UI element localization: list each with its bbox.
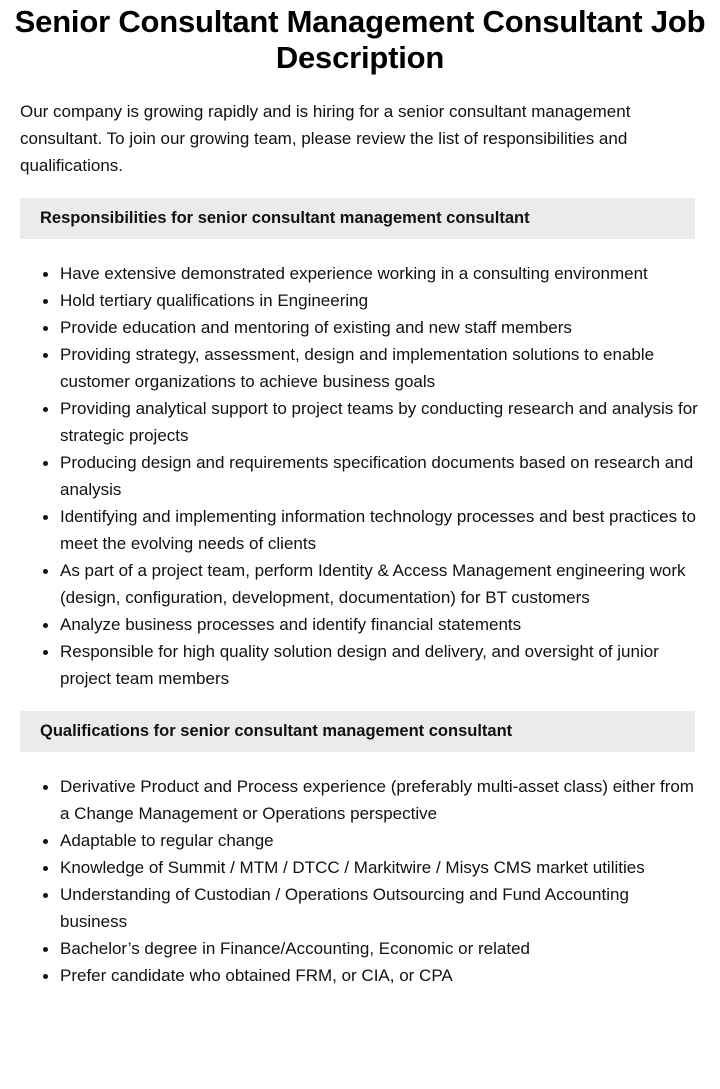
list-item: Providing strategy, assessment, design and implementation solutions to enable customer organizations to achieve business goals <box>60 341 700 395</box>
list-item: Prefer candidate who obtained FRM, or CIA, or CPA <box>60 962 700 989</box>
list-item: Responsible for high quality solution design and delivery, and oversight of junior project team members <box>60 638 700 692</box>
list-item: Analyze business processes and identify financial statements <box>60 611 700 638</box>
list-item: Have extensive demonstrated experience working in a consulting environment <box>60 260 700 287</box>
list-item: Understanding of Custodian / Operations Outsourcing and Fund Accounting business <box>60 881 700 935</box>
responsibilities-section-header <box>20 198 695 239</box>
list-item: Derivative Product and Process experience (preferably multi-asset class) either from a Change Management or Operations perspective <box>60 773 700 827</box>
qualifications-section-header <box>20 711 695 752</box>
list-item: Providing analytical support to project teams by conducting research and analysis for strategic projects <box>60 395 700 449</box>
list-item: Provide education and mentoring of existing and new staff members <box>60 314 700 341</box>
responsibilities-heading: Responsibilities for senior consultant management consultant <box>40 209 530 227</box>
list-item: Knowledge of Summit / MTM / DTCC / Markitwire / Misys CMS market utilities <box>60 854 700 881</box>
list-item: Hold tertiary qualifications in Engineering <box>60 287 700 314</box>
page-title: Senior Consultant Management Consultant Job Description <box>14 4 706 75</box>
qualifications-heading: Qualifications for senior consultant management consultant <box>40 722 513 740</box>
intro-paragraph: Our company is growing rapidly and is hiring for a senior consultant management consultant. To join our growing team, please review the list of responsibilities and qualifications. <box>20 102 631 175</box>
list-item: Producing design and requirements specification documents based on research and analysis <box>60 449 700 503</box>
qualifications-list <box>20 773 700 989</box>
list-item: Identifying and implementing information technology processes and best practices to meet the evolving needs of clients <box>60 503 700 557</box>
responsibilities-list <box>20 260 700 692</box>
list-item: Bachelor’s degree in Finance/Accounting, Economic or related <box>60 935 700 962</box>
list-item: As part of a project team, perform Identity & Access Management engineering work (design, configuration, development, documentation) for BT customers <box>60 557 700 611</box>
list-item: Adaptable to regular change <box>60 827 700 854</box>
